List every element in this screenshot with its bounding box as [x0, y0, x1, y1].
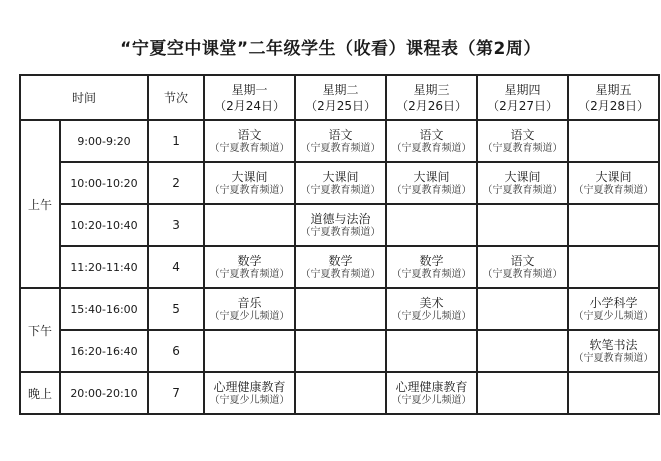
period-label: 上午 [20, 120, 60, 288]
channel-name: （宁夏少儿频道） [391, 394, 472, 406]
class-cell [295, 204, 386, 246]
channel-name: （宁夏教育频道） [209, 142, 290, 154]
class-cell [204, 162, 295, 204]
class-cell [386, 204, 477, 246]
class-cell [204, 246, 295, 288]
section-number: 4 [148, 246, 204, 288]
section-number: 6 [148, 330, 204, 372]
subject-name: 语文 [237, 127, 262, 142]
page-title: “宁夏空中课堂”二年级学生（收看）课程表（第2周） [120, 39, 541, 59]
day-header-mon [204, 75, 295, 120]
subject-name: 软笔书法 [589, 337, 638, 352]
day-date: （2月25日） [305, 98, 376, 113]
section-header: 节次 [148, 75, 204, 120]
channel-name: （宁夏教育频道） [573, 352, 654, 364]
channel-name: （宁夏教育频道） [300, 268, 381, 280]
subject-name: 音乐 [237, 295, 262, 310]
time-slot: 20:00-20:10 [60, 372, 148, 414]
day-name: 星期五 [595, 82, 632, 97]
class-cell [386, 120, 477, 162]
subject-name: 语文 [328, 127, 353, 142]
channel-name: （宁夏教育频道） [391, 142, 472, 154]
section-number: 1 [148, 120, 204, 162]
class-cell [477, 120, 568, 162]
table-row [20, 330, 659, 372]
class-cell [386, 246, 477, 288]
subject-name: 心理健康教育 [213, 379, 286, 394]
table-row [20, 204, 659, 246]
subject-name: 心理健康教育 [395, 379, 468, 394]
table-row [20, 246, 659, 288]
time-header: 时间 [20, 75, 148, 120]
class-cell [568, 372, 659, 414]
class-cell [295, 120, 386, 162]
class-cell [568, 162, 659, 204]
class-cell [204, 120, 295, 162]
time-slot: 15:40-16:00 [60, 288, 148, 330]
class-cell [386, 330, 477, 372]
subject-name: 语文 [419, 127, 444, 142]
section-number: 7 [148, 372, 204, 414]
section-number: 5 [148, 288, 204, 330]
channel-name: （宁夏少儿频道） [573, 310, 654, 322]
day-date: （2月26日） [396, 98, 467, 113]
day-header-fri [568, 75, 659, 120]
period-label: 下午 [20, 288, 60, 372]
channel-name: （宁夏教育频道） [300, 142, 381, 154]
class-cell [477, 204, 568, 246]
class-cell [295, 372, 386, 414]
subject-name: 美术 [419, 295, 444, 310]
class-cell [204, 330, 295, 372]
subject-name: 小学科学 [589, 295, 638, 310]
table-row [20, 372, 659, 414]
class-cell [568, 330, 659, 372]
class-cell [204, 204, 295, 246]
subject-name: 大课间 [413, 169, 450, 184]
channel-name: （宁夏教育频道） [573, 184, 654, 196]
channel-name: （宁夏教育频道） [300, 184, 381, 196]
subject-name: 大课间 [231, 169, 268, 184]
class-cell [477, 288, 568, 330]
class-cell [295, 246, 386, 288]
channel-name: （宁夏教育频道） [482, 184, 563, 196]
class-cell [477, 162, 568, 204]
table-row [20, 288, 659, 330]
day-date: （2月28日） [578, 98, 649, 113]
subject-name: 道德与法治 [310, 211, 371, 226]
day-name: 星期一 [231, 82, 268, 97]
time-slot: 10:20-10:40 [60, 204, 148, 246]
class-cell [295, 162, 386, 204]
class-cell [295, 330, 386, 372]
class-cell [204, 288, 295, 330]
channel-name: （宁夏教育频道） [209, 184, 290, 196]
channel-name: （宁夏教育频道） [300, 226, 381, 238]
channel-name: （宁夏少儿频道） [209, 394, 290, 406]
day-name: 星期四 [504, 82, 541, 97]
class-cell [386, 288, 477, 330]
day-header-tue [295, 75, 386, 120]
time-slot: 10:00-10:20 [60, 162, 148, 204]
day-name: 星期二 [322, 82, 359, 97]
time-slot: 9:00-9:20 [60, 120, 148, 162]
class-cell [568, 288, 659, 330]
day-date: （2月27日） [487, 98, 558, 113]
class-cell [568, 204, 659, 246]
subject-name: 大课间 [322, 169, 359, 184]
channel-name: （宁夏教育频道） [209, 268, 290, 280]
day-date: （2月24日） [214, 98, 285, 113]
subject-name: 数学 [419, 253, 444, 268]
table-row [20, 120, 659, 162]
header-row [20, 75, 659, 120]
class-cell [477, 246, 568, 288]
channel-name: （宁夏少儿频道） [391, 310, 472, 322]
day-header-thu [477, 75, 568, 120]
class-cell [386, 162, 477, 204]
table-row [20, 162, 659, 204]
channel-name: （宁夏教育频道） [391, 184, 472, 196]
class-cell [477, 372, 568, 414]
channel-name: （宁夏少儿频道） [209, 310, 290, 322]
day-header-wed [386, 75, 477, 120]
section-number: 3 [148, 204, 204, 246]
subject-name: 数学 [328, 253, 353, 268]
time-slot: 11:20-11:40 [60, 246, 148, 288]
schedule-table [19, 74, 660, 415]
class-cell [477, 330, 568, 372]
time-slot: 16:20-16:40 [60, 330, 148, 372]
class-cell [204, 372, 295, 414]
channel-name: （宁夏教育频道） [482, 268, 563, 280]
subject-name: 大课间 [595, 169, 632, 184]
period-label: 晚上 [20, 372, 60, 414]
class-cell [386, 372, 477, 414]
subject-name: 语文 [510, 127, 535, 142]
subject-name: 语文 [510, 253, 535, 268]
class-cell [568, 120, 659, 162]
class-cell [295, 288, 386, 330]
subject-name: 大课间 [504, 169, 541, 184]
channel-name: （宁夏教育频道） [391, 268, 472, 280]
class-cell [568, 246, 659, 288]
day-name: 星期三 [413, 82, 450, 97]
section-number: 2 [148, 162, 204, 204]
channel-name: （宁夏教育频道） [482, 142, 563, 154]
subject-name: 数学 [237, 253, 262, 268]
